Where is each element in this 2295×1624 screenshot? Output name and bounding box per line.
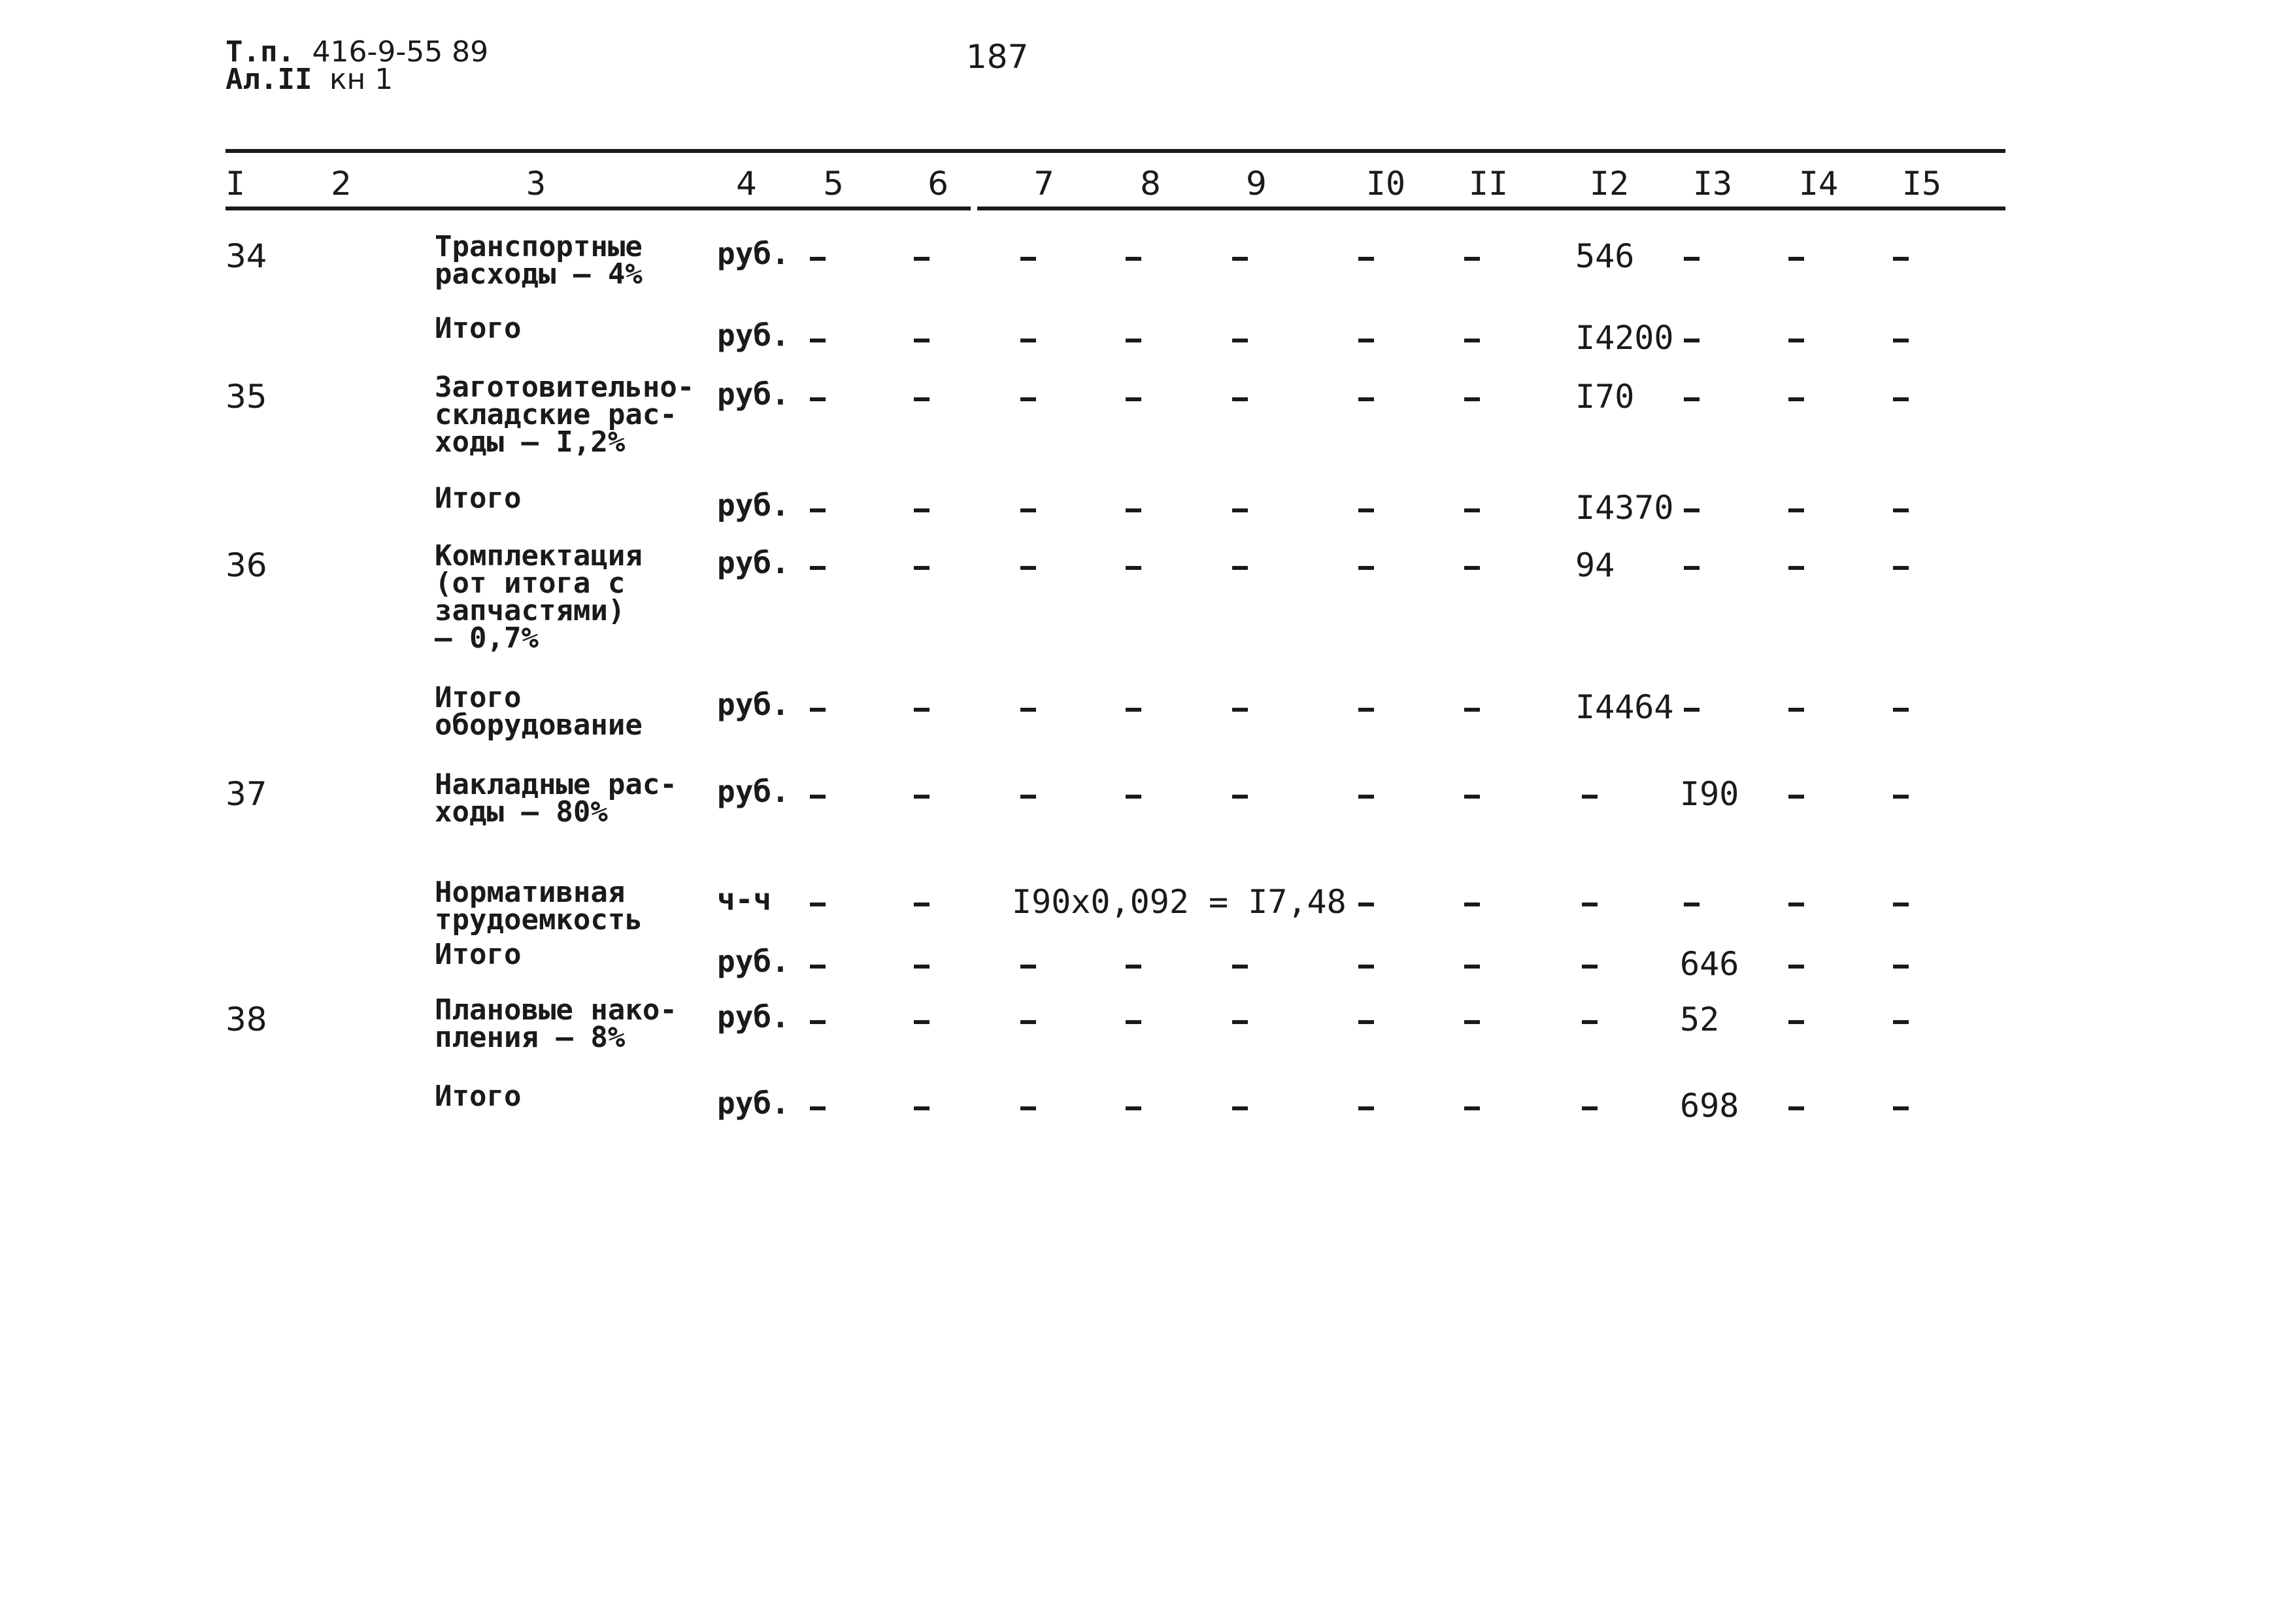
dash-cell: [1684, 566, 1700, 570]
row-name-line: Итого: [435, 681, 522, 714]
dash-cell: [1893, 566, 1909, 570]
dash-cell: [1893, 397, 1909, 401]
table-top-rule: [226, 149, 2005, 153]
row-name-line: Транспортные: [435, 230, 643, 263]
dash-cell: [1464, 257, 1480, 261]
dash-cell: [1464, 1020, 1480, 1024]
row-unit: руб.: [717, 376, 790, 412]
value-cell: I90: [1680, 775, 1739, 813]
row-name: [435, 938, 522, 971]
column-header-14: I4: [1798, 165, 1839, 203]
dash-cell: [1020, 257, 1036, 261]
dash-cell: [1232, 1106, 1248, 1110]
row-name-line: ходы – I,2%: [435, 425, 626, 459]
dash-cell: [1358, 508, 1374, 512]
dash-cell: [914, 397, 930, 401]
dash-cell: [1126, 1106, 1141, 1110]
dash-cell: [914, 508, 930, 512]
value-cell: I4464: [1575, 688, 1674, 726]
dash-cell: [810, 339, 826, 342]
dash-cell: [1582, 965, 1598, 969]
dash-cell: [1464, 566, 1480, 570]
row-unit: руб.: [717, 774, 790, 809]
dash-cell: [1126, 339, 1141, 342]
column-header-15: I5: [1901, 165, 1942, 203]
dash-cell: [810, 1020, 826, 1024]
row-name-line: трудоемкость: [435, 903, 643, 936]
dash-cell: [1020, 339, 1036, 342]
row-name-line: Итого: [435, 312, 522, 345]
dash-cell: [1126, 795, 1141, 799]
row-name-line: расходы – 4%: [435, 257, 643, 291]
table-header-rule-right: [977, 207, 2005, 210]
row-number: 38: [226, 1001, 267, 1038]
dash-cell: [1788, 257, 1804, 261]
dash-cell: [810, 508, 826, 512]
dash-cell: [810, 566, 826, 570]
dash-cell: [914, 795, 930, 799]
dash-cell: [1788, 566, 1804, 570]
dash-cell: [1126, 1020, 1141, 1024]
row-name-line: Нормативная: [435, 876, 626, 909]
dash-cell: [1358, 903, 1374, 906]
row-number: 36: [226, 546, 267, 584]
dash-cell: [914, 903, 930, 906]
dash-cell: [1126, 397, 1141, 401]
row-name-line: ходы – 80%: [435, 795, 608, 829]
album-prefix: Ал.II: [226, 63, 312, 96]
column-header-2: 2: [331, 165, 352, 203]
row-name-line: Итого: [435, 482, 522, 515]
row-name: [435, 876, 643, 936]
row-name: [435, 230, 643, 291]
dash-cell: [1232, 566, 1248, 570]
dash-cell: [1464, 397, 1480, 401]
column-header-11: II: [1468, 165, 1509, 203]
dash-cell: [1232, 708, 1248, 712]
row-name-line: Заготовительно-: [435, 371, 695, 404]
row-unit: руб.: [717, 1085, 790, 1121]
column-header-4: 4: [736, 165, 757, 203]
row-name-line: оборудование: [435, 708, 643, 742]
album-handwritten: кн 1: [329, 63, 394, 96]
row-unit: ч-ч: [717, 882, 772, 917]
row-number: 34: [226, 237, 267, 275]
dash-cell: [810, 795, 826, 799]
dash-cell: [1020, 1020, 1036, 1024]
dash-cell: [1788, 965, 1804, 969]
value-cell: 698: [1680, 1087, 1739, 1125]
row-name: [435, 371, 695, 459]
doc-code-line2: [226, 65, 393, 94]
dash-cell: [914, 257, 930, 261]
dash-cell: [1126, 257, 1141, 261]
dash-cell: [1893, 508, 1909, 512]
dash-cell: [914, 566, 930, 570]
dash-cell: [1684, 508, 1700, 512]
dash-cell: [1893, 903, 1909, 906]
column-header-12: I2: [1589, 165, 1630, 203]
dash-cell: [1358, 708, 1374, 712]
value-cell: I4370: [1575, 489, 1674, 527]
column-header-13: I3: [1692, 165, 1733, 203]
column-header-8: 8: [1140, 165, 1161, 203]
dash-cell: [1358, 1020, 1374, 1024]
dash-cell: [1020, 1106, 1036, 1110]
dash-cell: [1464, 708, 1480, 712]
row-name: [435, 768, 677, 829]
row-unit: руб.: [717, 318, 790, 353]
dash-cell: [1358, 795, 1374, 799]
dash-cell: [1020, 397, 1036, 401]
formula-cell: I90х0,092 = I7,48: [1012, 883, 1347, 921]
row-name: [435, 1080, 522, 1113]
dash-cell: [1358, 257, 1374, 261]
dash-cell: [1358, 1106, 1374, 1110]
row-unit: руб.: [717, 687, 790, 722]
value-cell: 646: [1680, 945, 1739, 983]
dash-cell: [1358, 397, 1374, 401]
row-name-line: Комплектация: [435, 539, 643, 572]
column-header-5: 5: [823, 165, 844, 203]
dash-cell: [1232, 257, 1248, 261]
dash-cell: [1126, 965, 1141, 969]
row-name-line: (от итога с: [435, 567, 626, 600]
dash-cell: [1893, 339, 1909, 342]
row-unit: руб.: [717, 236, 790, 271]
dash-cell: [810, 965, 826, 969]
row-name-line: Итого: [435, 938, 522, 971]
dash-cell: [1788, 708, 1804, 712]
dash-cell: [1126, 708, 1141, 712]
dash-cell: [1020, 566, 1036, 570]
dash-cell: [1232, 795, 1248, 799]
row-name: [435, 993, 677, 1054]
dash-cell: [1464, 903, 1480, 906]
column-header-3: 3: [526, 165, 546, 203]
dash-cell: [1232, 339, 1248, 342]
dash-cell: [1358, 339, 1374, 342]
row-name-line: запчастями): [435, 594, 626, 627]
dash-cell: [1232, 397, 1248, 401]
row-name: [435, 539, 643, 655]
dash-cell: [1232, 1020, 1248, 1024]
row-unit: руб.: [717, 545, 790, 580]
dash-cell: [914, 965, 930, 969]
dash-cell: [1684, 397, 1700, 401]
dash-cell: [1788, 339, 1804, 342]
dash-cell: [1684, 708, 1700, 712]
row-name-line: складские рас-: [435, 398, 677, 431]
row-name-line: Накладные рас-: [435, 768, 677, 801]
dash-cell: [1684, 257, 1700, 261]
dash-cell: [1788, 1106, 1804, 1110]
dash-cell: [1358, 566, 1374, 570]
dash-cell: [1684, 339, 1700, 342]
dash-cell: [1582, 795, 1598, 799]
column-header-7: 7: [1033, 165, 1054, 203]
row-name-line: пления – 8%: [435, 1021, 626, 1054]
column-header-10: I0: [1365, 165, 1406, 203]
dash-cell: [1232, 965, 1248, 969]
dash-cell: [810, 397, 826, 401]
row-name-line: Итого: [435, 1080, 522, 1113]
dash-cell: [1788, 1020, 1804, 1024]
row-unit: руб.: [717, 999, 790, 1035]
value-cell: 94: [1575, 546, 1615, 584]
dash-cell: [1126, 508, 1141, 512]
dash-cell: [810, 708, 826, 712]
row-name: [435, 681, 643, 742]
dash-cell: [1893, 708, 1909, 712]
row-name: [435, 312, 522, 345]
row-number: 37: [226, 775, 267, 813]
column-header-1: I: [225, 165, 246, 203]
row-unit: руб.: [717, 944, 790, 979]
dash-cell: [1582, 1020, 1598, 1024]
dash-cell: [1582, 903, 1598, 906]
row-name-line: Плановые нако-: [435, 993, 677, 1027]
dash-cell: [1788, 508, 1804, 512]
dash-cell: [914, 1106, 930, 1110]
table-header-rule-left: [226, 207, 971, 210]
dash-cell: [1232, 508, 1248, 512]
dash-cell: [1464, 1106, 1480, 1110]
value-cell: 52: [1680, 1001, 1720, 1038]
dash-cell: [1788, 795, 1804, 799]
dash-cell: [1126, 566, 1141, 570]
dash-cell: [1464, 795, 1480, 799]
dash-cell: [1358, 965, 1374, 969]
row-unit: руб.: [717, 488, 790, 523]
dash-cell: [1893, 965, 1909, 969]
doc-code-handwritten: 416-9-55 89: [312, 35, 489, 69]
page-number: 187: [966, 38, 1029, 76]
dash-cell: [1582, 1106, 1598, 1110]
dash-cell: [1464, 339, 1480, 342]
value-cell: I4200: [1575, 319, 1674, 357]
column-header-9: 9: [1246, 165, 1267, 203]
dash-cell: [1893, 257, 1909, 261]
dash-cell: [1020, 795, 1036, 799]
dash-cell: [1788, 397, 1804, 401]
dash-cell: [810, 257, 826, 261]
dash-cell: [810, 903, 826, 906]
dash-cell: [1893, 795, 1909, 799]
dash-cell: [1020, 708, 1036, 712]
dash-cell: [1020, 965, 1036, 969]
dash-cell: [1464, 508, 1480, 512]
value-cell: I70: [1575, 378, 1635, 416]
dash-cell: [1893, 1020, 1909, 1024]
dash-cell: [914, 1020, 930, 1024]
dash-cell: [1788, 903, 1804, 906]
row-name-line: – 0,7%: [435, 621, 539, 655]
dash-cell: [1684, 903, 1700, 906]
row-name: [435, 482, 522, 515]
dash-cell: [914, 339, 930, 342]
doc-code-prefix: Т.п.: [226, 35, 295, 69]
dash-cell: [1020, 508, 1036, 512]
column-header-6: 6: [928, 165, 948, 203]
value-cell: 546: [1575, 237, 1635, 275]
dash-cell: [810, 1106, 826, 1110]
dash-cell: [914, 708, 930, 712]
row-number: 35: [226, 378, 267, 416]
dash-cell: [1893, 1106, 1909, 1110]
dash-cell: [1464, 965, 1480, 969]
